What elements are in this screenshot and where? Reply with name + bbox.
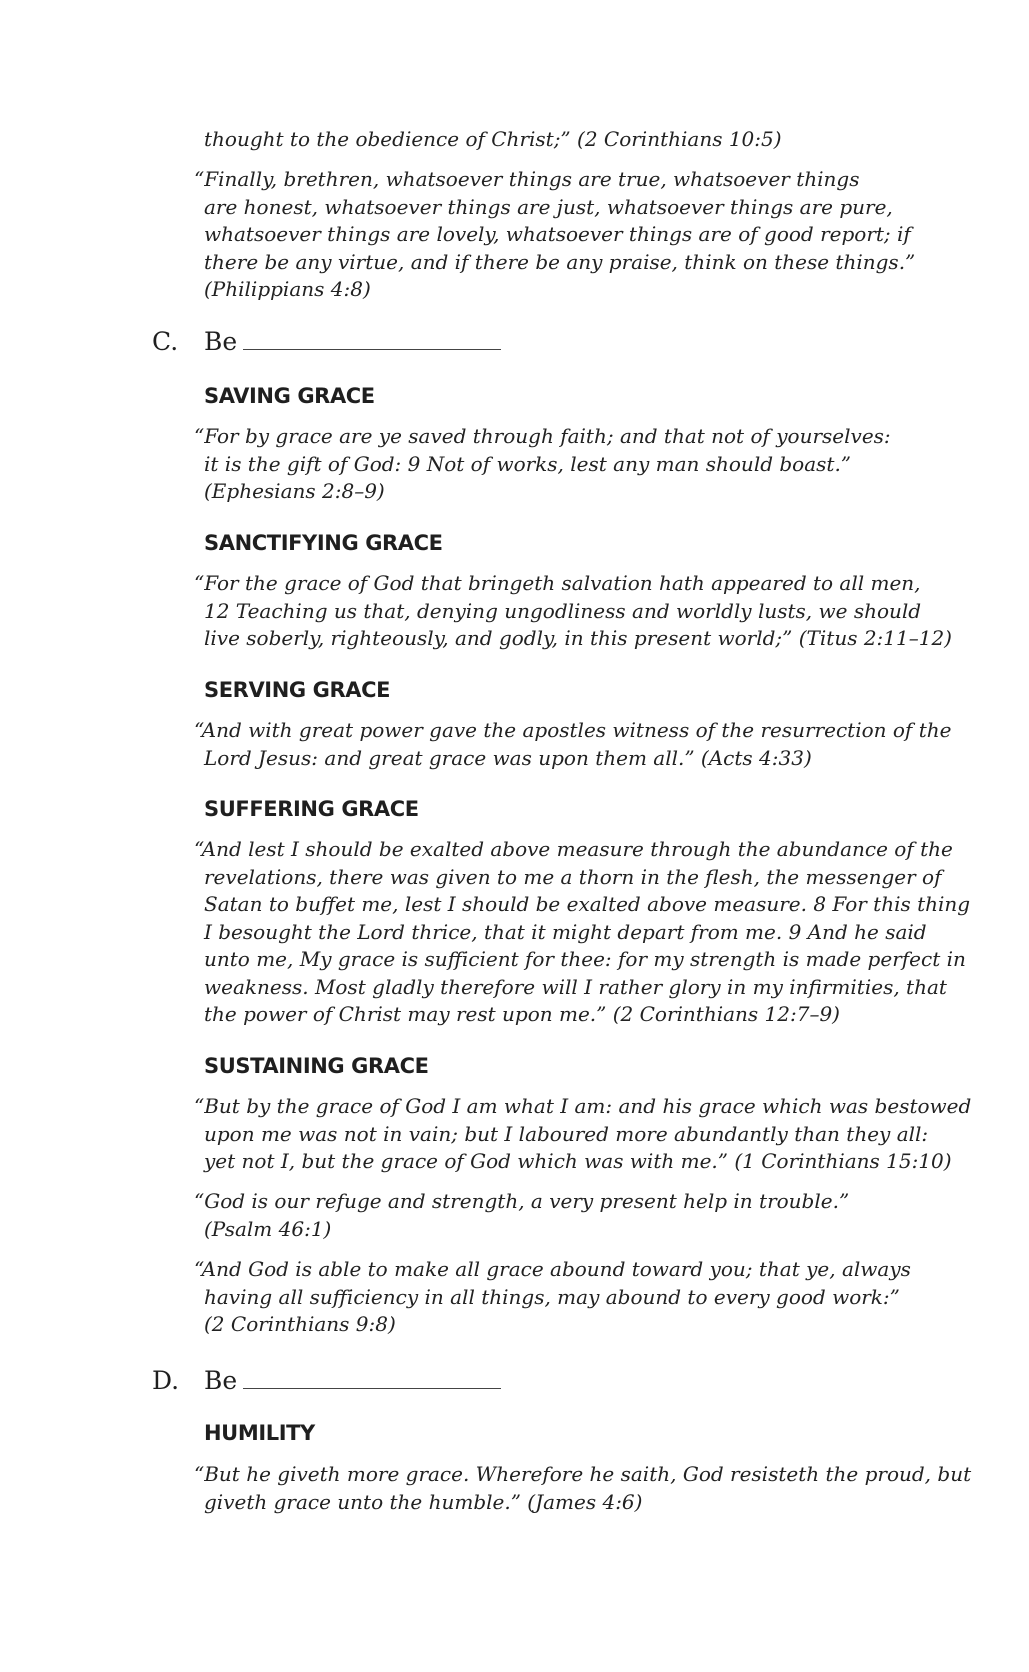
verse-line: whatsoever things are lovely, whatsoever things are of good report; if: [204, 222, 911, 246]
verse-line: “And with great power gave the apostles witness of the resurrection of the: [194, 718, 952, 742]
section-c: [152, 327, 501, 356]
verse-line: “For the grace of God that bringeth salvation hath appeared to all men,: [194, 571, 921, 595]
verse-line: (Psalm 46:1): [204, 1216, 332, 1241]
fill-in-blank: [243, 1366, 501, 1389]
verse-line: “And God is able to make all grace abound toward you; that ye, always: [194, 1257, 911, 1281]
section-word: Be: [204, 327, 238, 356]
verse-line: upon me was not in vain; but I laboured more abundantly than they all:: [204, 1121, 929, 1146]
heading-saving-grace: SAVING GRACE: [204, 384, 375, 408]
verse-line: unto me, My grace is sufficient for thee: for my strength is made perfect in: [204, 947, 966, 971]
heading-sustaining-grace: SUSTAINING GRACE: [204, 1054, 429, 1078]
verse-line: revelations, there was given to me a thorn in the flesh, the messenger of: [204, 864, 942, 889]
verse-2-corinthians-12-7-9: [194, 836, 970, 1029]
verse-line: weakness. Most gladly therefore will I rather glory in my infirmities, that: [204, 974, 947, 999]
verse-line: “God is our refuge and strength, a very present help in trouble.”: [194, 1189, 850, 1213]
verse-line: yet not I, but the grace of God which was with me.” (1 Corinthians 15:10): [204, 1149, 952, 1173]
verse-line: Satan to buffet me, lest I should be exalted above measure. 8 For this thing: [204, 892, 971, 916]
verse-line: giveth grace unto the humble.” (James 4:6): [204, 1489, 643, 1514]
section-d: [152, 1366, 501, 1395]
verse-ephesians-2-8-9: [194, 423, 891, 506]
section-word: Be: [204, 1366, 238, 1395]
section-letter: D.: [152, 1366, 180, 1395]
heading-serving-grace: SERVING GRACE: [204, 678, 391, 702]
verse-acts-4-33: [194, 717, 951, 772]
verse-line: (2 Corinthians 9:8): [204, 1312, 396, 1336]
verse-titus-2-11-12: [194, 570, 952, 653]
verse-line: (Ephesians 2:8–9): [204, 479, 385, 503]
verse-1-corinthians-15-10: [194, 1093, 971, 1176]
heading-humility: HUMILITY: [204, 1421, 315, 1445]
verse-line: 12 Teaching us that, denying ungodliness and worldly lusts, we should: [204, 598, 922, 623]
verse-psalm-46-1: [194, 1188, 849, 1243]
verse-line: “But by the grace of God I am what I am: and his grace which was bestowed: [194, 1094, 972, 1118]
verse-line: I besought the Lord thrice, that it might depart from me. 9 And he said: [204, 919, 927, 944]
verse-line: there be any virtue, and if there be any praise, think on these things.”: [204, 249, 916, 274]
verse-line: Lord Jesus: and great grace was upon them all.” (Acts 4:33): [204, 745, 812, 770]
verse-line: the power of Christ may rest upon me.” (2 Corinthians 12:7–9): [204, 1002, 840, 1026]
verse-line: “Finally, brethren, whatsoever things are true, whatsoever things: [194, 167, 860, 191]
heading-sanctifying-grace: SANCTIFYING GRACE: [204, 531, 443, 555]
verse-2-corinthians-9-8: [194, 1256, 911, 1339]
verse-line: “For by grace are ye saved through faith; and that not of yourselves:: [194, 424, 891, 448]
verse-line: thought to the obedience of Christ;” (2 Corinthians 10:5): [204, 127, 782, 151]
heading-suffering-grace: SUFFERING GRACE: [204, 797, 419, 821]
verse-2-corinthians-10-5: [194, 126, 782, 154]
fill-in-blank: [243, 327, 501, 350]
verse-line: “And lest I should be exalted above measure through the abundance of the: [194, 837, 953, 861]
verse-line: it is the gift of God: 9 Not of works, lest any man should boast.”: [204, 451, 852, 476]
verse-james-4-6: [194, 1461, 971, 1516]
verse-line: “But he giveth more grace. Wherefore he saith, God resisteth the proud, but: [194, 1462, 972, 1486]
section-letter: C.: [152, 327, 179, 356]
verse-line: are honest, whatsoever things are just, whatsoever things are pure,: [204, 194, 893, 219]
verse-line: live soberly, righteously, and godly, in this present world;” (Titus 2:11–12): [204, 626, 952, 650]
verse-line: having all sufficiency in all things, may abound to every good work:”: [204, 1284, 900, 1309]
verse-philippians-4-8: [194, 166, 915, 304]
verse-line: (Philippians 4:8): [204, 277, 371, 301]
